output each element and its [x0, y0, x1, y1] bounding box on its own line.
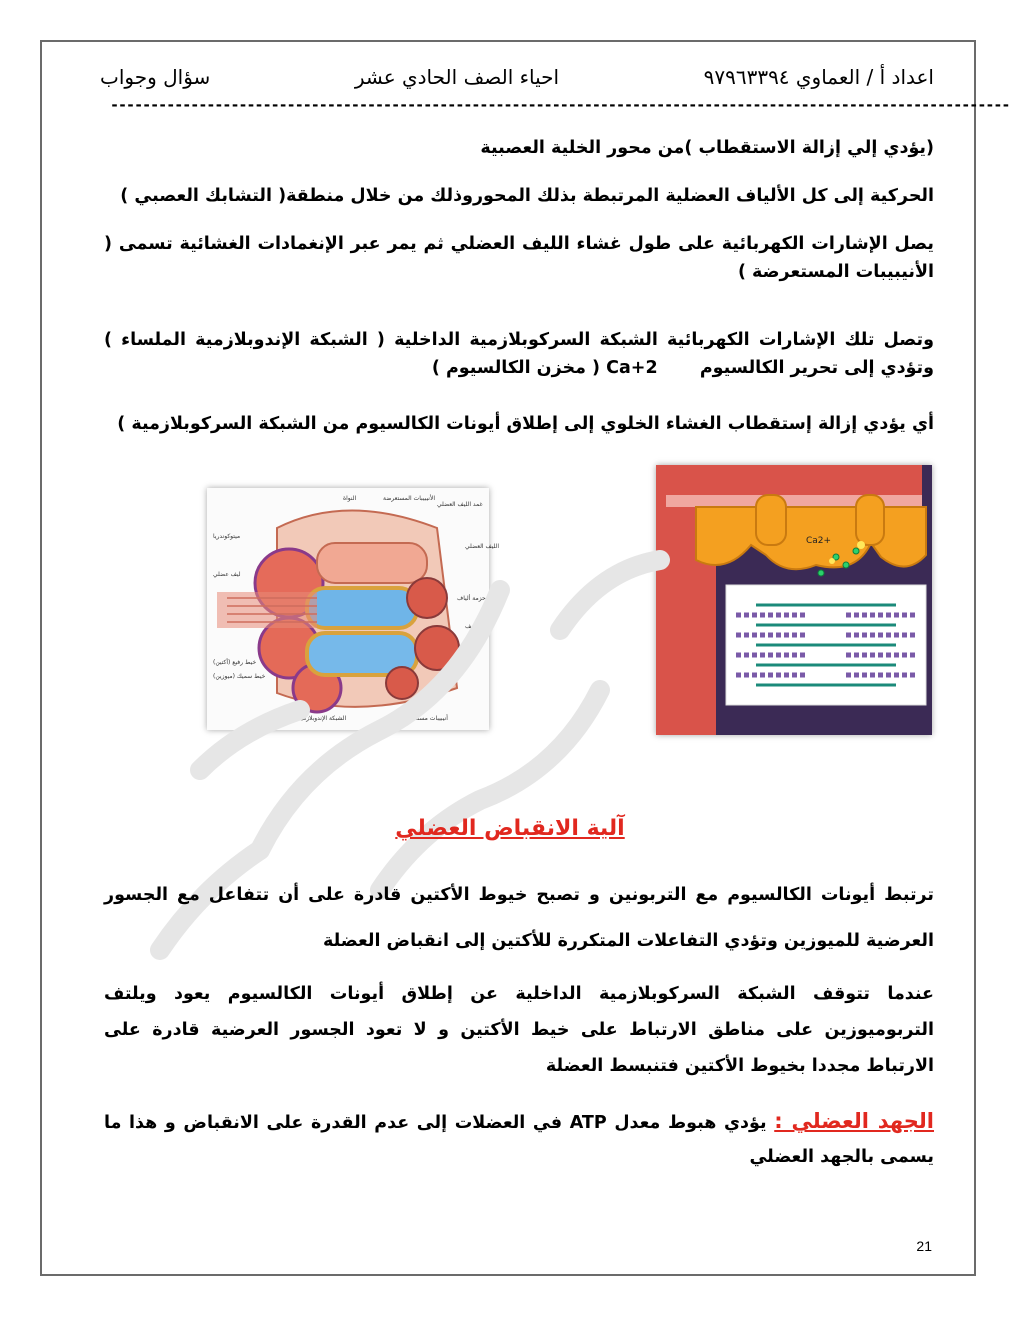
calcium-ion: Ca+2	[606, 358, 658, 378]
label-fiber: الليف العضلي	[465, 543, 499, 550]
section-paragraph-1: ترتبط أيونات الكالسيوم مع التربونين و تصبح خيوط الأكتين قادرة على أن تتفاعل مع الجسور العرضية للميوزين وتؤدي التفاعلات المتكررة للأكتين إلى انقباض العضلة	[104, 885, 934, 951]
header-separator: ----------------------------------------------------------------------------------------------------------------	[110, 96, 1010, 114]
fatigue-text-1: يؤدي هبوط معدل	[614, 1113, 767, 1133]
label-bundle: حزمة ألياف	[457, 595, 486, 602]
label-sheath: غمد الليف العضلي	[437, 501, 483, 508]
muscle-fatigue-label: الجهد العضلي :	[774, 1109, 934, 1133]
label-mitochondria: ميتوكوندريا	[213, 533, 241, 540]
muscle-fiber-diagram	[207, 488, 499, 730]
paragraph-3: يصل الإشارات الكهربائية على طول غشاء الليف العضلي ثم يمر عبر الإنغمادات الغشائية تسمى ( الأنيبيبات المستعرضة )	[104, 234, 934, 282]
muscle-fiber-illustration	[207, 488, 499, 730]
label-smooth-er: الشبكة الإندوبلازمية الملساء	[277, 715, 347, 722]
calcium-release-diagram	[656, 465, 932, 735]
calcium-store: ( مخزن الكالسيوم )	[431, 358, 601, 378]
page-header	[100, 60, 934, 94]
label-thin-filament: خيط رفيع (أكتين)	[213, 659, 257, 666]
header-course: احياء الصف الحادي عشر	[354, 65, 560, 89]
label-t-tubules: الأنيبيبات المستعرضة	[383, 495, 436, 502]
paragraph-2: الحركية إلى كل الألياف العضلية المرتبطة بذلك المحوروذلك من خلال منطقة( التشابك العصبي )	[120, 186, 934, 206]
label-t-tubules-2: أنيبيبات مستعرضة	[403, 715, 448, 722]
paragraph-4-text: وتصل تلك الإشارات الكهربائية الشبكة السركوبلازمية الداخلية ( الشبكة الإندوبلازمية الملساء ) وتؤدي إلى تحرير الكالسيوم	[104, 330, 934, 378]
label-nucleus: النواة	[343, 495, 357, 502]
calcium-release-illustration	[656, 465, 932, 735]
ion-label: Ca2+	[806, 536, 832, 546]
label-fiber-2: الليف	[465, 623, 479, 630]
fatigue-text-2: في العضلات إلى عدم القدرة على الانقباض و هذا ما يسمى بالجهد العضلي	[104, 1113, 934, 1167]
header-subject: سؤال وجواب	[100, 65, 211, 89]
atp-term: ATP	[569, 1113, 607, 1133]
paragraph-1: (يؤدي إلي إزالة الاستقطاب )من محور الخلية العصبية	[480, 138, 934, 158]
label-thick-filament: خيط سميك (ميوزين)	[213, 673, 266, 680]
section-paragraph-2: عندما تتوقف الشبكة السركوبلازمية الداخلية عن إطلاق أيونات الكالسيوم يعود ويلتف التربوميوزين على مناطق الارتباط على خيط الأكتين و لا تعود الجسور العرضية قادرة على الارتباط مجددا بخيوط الأكتين فتنبسط العضلة	[104, 984, 934, 1076]
section-title: آلية الانقباض العضلي	[395, 816, 625, 841]
paragraph-4	[104, 326, 934, 382]
page-number: 21	[916, 1238, 932, 1254]
label-myofibril: ليف عضلي	[213, 571, 241, 578]
muscle-fatigue-paragraph	[104, 1104, 934, 1174]
paragraph-5: أي يؤدي إزالة إستقطاب الغشاء الخلوي إلى إطلاق أيونات الكالسيوم من الشبكة السركوبلازمية )	[117, 414, 934, 434]
header-author: اعداد أ / العماوي ٩٧٩٦٣٣٩٤	[703, 65, 934, 89]
